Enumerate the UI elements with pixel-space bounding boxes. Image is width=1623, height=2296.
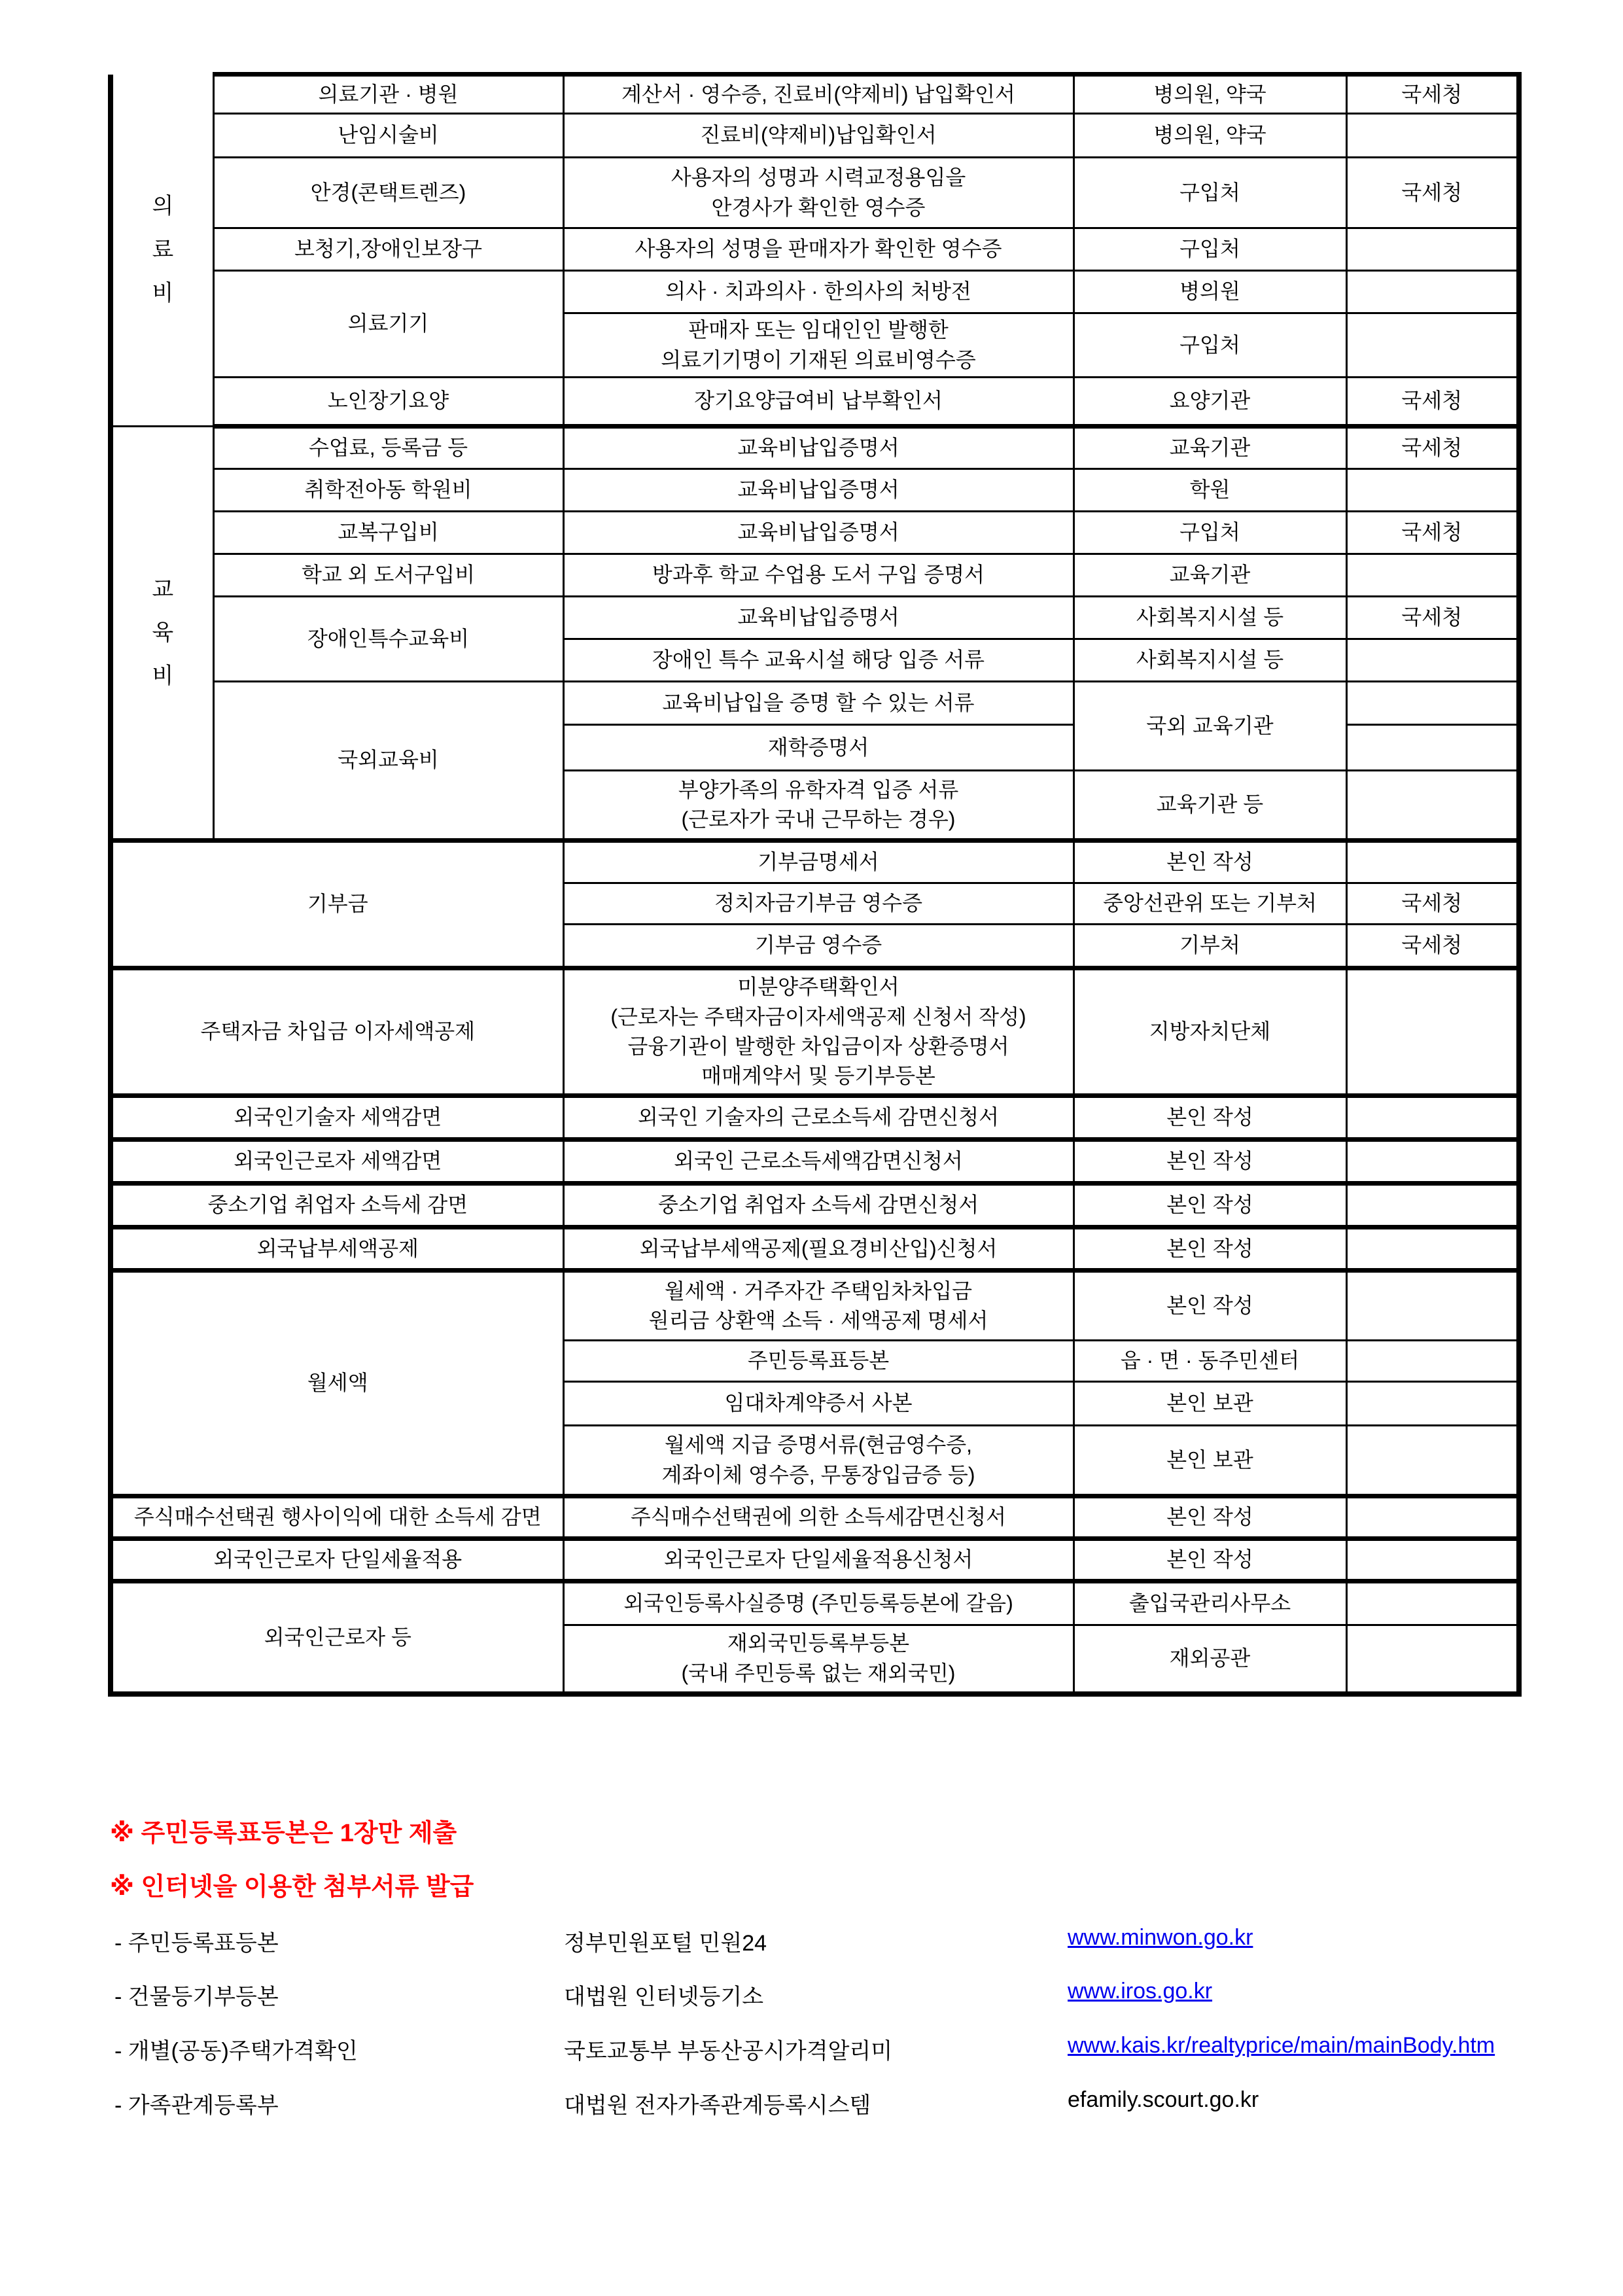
issuance-doc-label: - 건물등기부등본 <box>114 1985 279 2009</box>
issuance-source: 대법원 전자가족관계등록시스템 <box>564 2093 871 2118</box>
issuance-link[interactable]: www.minwon.go.kr <box>1068 1925 1253 1950</box>
issuance-doc-label: - 개별(공동)주택가격확인 <box>114 2039 358 2064</box>
issuer-cell: 본인 작성 <box>1073 841 1346 883</box>
issuer-cell: 요양기관 <box>1073 378 1346 427</box>
nts-cell <box>1346 469 1519 512</box>
nts-cell <box>1346 1625 1519 1694</box>
nts-cell <box>1346 1227 1519 1271</box>
document-cell: 재외국민등록부등본 (국내 주민등록 없는 재외국민) <box>563 1625 1073 1694</box>
issuance-doc-label: - 가족관계등록부 <box>114 2093 279 2118</box>
nts-cell <box>1346 968 1519 1096</box>
issuer-cell: 구입처 <box>1073 313 1346 378</box>
document-cell: 의사 · 치과의사 · 한의사의 처방전 <box>563 271 1073 313</box>
category-cell: 외국인기술자 세액감면 <box>111 1096 563 1140</box>
issuance-doc-label: - 주민등록표등본 <box>114 1931 279 1956</box>
document-cell: 장애인 특수 교육시설 해당 입증 서류 <box>563 639 1073 682</box>
issuer-cell: 읍 · 면 · 동주민센터 <box>1073 1341 1346 1382</box>
issuer-cell: 사회복지시설 등 <box>1073 639 1346 682</box>
issuer-cell: 본인 작성 <box>1073 1271 1346 1341</box>
nts-cell: 국세청 <box>1346 597 1519 639</box>
issuer-cell: 출입국관리사무소 <box>1073 1581 1346 1625</box>
nts-cell <box>1346 725 1519 771</box>
issuer-cell: 본인 작성 <box>1073 1539 1346 1581</box>
category-cell: 외국인근로자 세액감면 <box>111 1140 563 1184</box>
nts-cell <box>1346 1539 1519 1581</box>
document-cell: 주민등록표등본 <box>563 1341 1073 1382</box>
subcategory-cell: 의료기기 <box>213 271 563 378</box>
document-cell: 교육비납입증명서 <box>563 427 1073 469</box>
subcategory-cell: 난임시술비 <box>213 114 563 158</box>
nts-cell <box>1346 1140 1519 1184</box>
document-cell: 교육비납입증명서 <box>563 597 1073 639</box>
nts-cell <box>1346 1426 1519 1496</box>
nts-cell: 국세청 <box>1346 378 1519 427</box>
attachment-documents-table <box>108 72 1522 1697</box>
document-cell: 기부금 영수증 <box>563 925 1073 968</box>
issuer-cell: 본인 작성 <box>1073 1096 1346 1140</box>
nts-cell <box>1346 228 1519 271</box>
issuance-source: 국토교통부 부동산공시가격알리미 <box>564 2039 893 2064</box>
note-submit-one-copy: ※ 주민등록표등본은 1장만 제출 <box>110 1820 457 1847</box>
issuance-source: 정부민원포털 민원24 <box>564 1931 767 1956</box>
document-cell: 계산서 · 영수증, 진료비(약제비) 납입확인서 <box>563 75 1073 114</box>
issuer-cell: 본인 작성 <box>1073 1184 1346 1227</box>
subcategory-cell: 노인장기요양 <box>213 378 563 427</box>
issuer-cell: 본인 보관 <box>1073 1382 1346 1426</box>
nts-cell <box>1346 682 1519 725</box>
issuer-cell: 병의원, 약국 <box>1073 114 1346 158</box>
category-cell: 월세액 <box>111 1271 563 1496</box>
category-cell: 의 료 비 <box>111 75 213 427</box>
category-cell: 교 육 비 <box>111 427 213 841</box>
issuance-link[interactable]: www.iros.go.kr <box>1068 1979 1213 2004</box>
subcategory-cell: 수업료, 등록금 등 <box>213 427 563 469</box>
issuer-cell: 구입처 <box>1073 512 1346 554</box>
nts-cell <box>1346 841 1519 883</box>
issuance-row <box>0 2033 1623 2072</box>
issuer-cell: 지방자치단체 <box>1073 968 1346 1096</box>
subcategory-cell: 장애인특수교육비 <box>213 597 563 682</box>
nts-cell <box>1346 1341 1519 1382</box>
document-cell: 외국납부세액공제(필요경비산입)신청서 <box>563 1227 1073 1271</box>
issuer-cell: 교육기관 <box>1073 554 1346 597</box>
subcategory-cell: 의료기관 · 병원 <box>213 75 563 114</box>
document-cell: 교육비납입증명서 <box>563 512 1073 554</box>
document-cell: 진료비(약제비)납입확인서 <box>563 114 1073 158</box>
nts-cell: 국세청 <box>1346 883 1519 925</box>
document-cell: 미분양주택확인서 (근로자는 주택자금이자세액공제 신청서 작성) 금융기관이 발행한 차입금이자 상환증명서 매매계약서 및 등기부등본 <box>563 968 1073 1096</box>
issuer-cell: 병의원, 약국 <box>1073 75 1346 114</box>
document-cell: 외국인근로자 단일세율적용신청서 <box>563 1539 1073 1581</box>
nts-cell <box>1346 1496 1519 1539</box>
nts-cell: 국세청 <box>1346 75 1519 114</box>
issuer-cell: 기부처 <box>1073 925 1346 968</box>
document-cell: 교육비납입증명서 <box>563 469 1073 512</box>
subcategory-cell: 국외교육비 <box>213 682 563 841</box>
document-cell: 교육비납입을 증명 할 수 있는 서류 <box>563 682 1073 725</box>
category-cell: 주식매수선택권 행사이익에 대한 소득세 감면 <box>111 1496 563 1539</box>
nts-cell <box>1346 554 1519 597</box>
nts-cell <box>1346 1184 1519 1227</box>
document-cell: 외국인 기술자의 근로소득세 감면신청서 <box>563 1096 1073 1140</box>
nts-cell <box>1346 1271 1519 1341</box>
note-internet-issuance: ※ 인터넷을 이용한 첨부서류 발급 <box>110 1873 474 1901</box>
nts-cell: 국세청 <box>1346 158 1519 228</box>
issuer-cell: 구입처 <box>1073 158 1346 228</box>
issuer-cell: 재외공관 <box>1073 1625 1346 1694</box>
issuer-cell: 본인 작성 <box>1073 1496 1346 1539</box>
document-cell: 사용자의 성명을 판매자가 확인한 영수증 <box>563 228 1073 271</box>
subcategory-cell: 취학전아동 학원비 <box>213 469 563 512</box>
document-cell: 정치자금기부금 영수증 <box>563 883 1073 925</box>
issuer-cell: 중앙선관위 또는 기부처 <box>1073 883 1346 925</box>
document-cell: 외국인등록사실증명 (주민등록등본에 갈음) <box>563 1581 1073 1625</box>
issuer-cell: 병의원 <box>1073 271 1346 313</box>
issuer-cell: 구입처 <box>1073 228 1346 271</box>
document-cell: 월세액 · 거주자간 주택임차차입금 원리금 상환액 소득 · 세액공제 명세서 <box>563 1271 1073 1341</box>
subcategory-cell: 안경(콘택트렌즈) <box>213 158 563 228</box>
issuance-row <box>0 1979 1623 2018</box>
category-cell: 중소기업 취업자 소득세 감면 <box>111 1184 563 1227</box>
subcategory-cell: 보청기,장애인보장구 <box>213 228 563 271</box>
category-cell: 주택자금 차입금 이자세액공제 <box>111 968 563 1096</box>
subcategory-cell: 교복구입비 <box>213 512 563 554</box>
document-cell: 월세액 지급 증명서류(현금영수증, 계좌이체 영수증, 무통장입금증 등) <box>563 1426 1073 1496</box>
nts-cell <box>1346 1382 1519 1426</box>
document-cell: 재학증명서 <box>563 725 1073 771</box>
nts-cell <box>1346 114 1519 158</box>
document-cell: 방과후 학교 수업용 도서 구입 증명서 <box>563 554 1073 597</box>
subcategory-cell: 학교 외 도서구입비 <box>213 554 563 597</box>
nts-cell <box>1346 1581 1519 1625</box>
category-cell: 기부금 <box>111 841 563 968</box>
nts-cell <box>1346 771 1519 841</box>
nts-cell: 국세청 <box>1346 427 1519 469</box>
nts-cell: 국세청 <box>1346 512 1519 554</box>
nts-cell: 국세청 <box>1346 925 1519 968</box>
issuer-cell: 교육기관 등 <box>1073 771 1346 841</box>
nts-cell <box>1346 313 1519 378</box>
issuer-cell: 본인 작성 <box>1073 1140 1346 1184</box>
issuance-source: 대법원 인터넷등기소 <box>564 1985 764 2009</box>
nts-cell <box>1346 639 1519 682</box>
category-cell: 외국인근로자 단일세율적용 <box>111 1539 563 1581</box>
category-cell: 외국인근로자 등 <box>111 1581 563 1694</box>
nts-cell <box>1346 1096 1519 1140</box>
issuance-link-plain: efamily.scourt.go.kr <box>1068 2087 1259 2112</box>
issuance-row <box>0 1925 1623 1964</box>
document-cell: 주식매수선택권에 의한 소득세감면신청서 <box>563 1496 1073 1539</box>
document-cell: 사용자의 성명과 시력교정용임을 안경사가 확인한 영수증 <box>563 158 1073 228</box>
document-cell: 중소기업 취업자 소득세 감면신청서 <box>563 1184 1073 1227</box>
issuer-cell: 사회복지시설 등 <box>1073 597 1346 639</box>
issuer-cell: 본인 보관 <box>1073 1426 1346 1496</box>
document-cell: 장기요양급여비 납부확인서 <box>563 378 1073 427</box>
document-cell: 판매자 또는 임대인인 발행한 의료기기명이 기재된 의료비영수증 <box>563 313 1073 378</box>
issuer-cell: 교육기관 <box>1073 427 1346 469</box>
issuer-cell: 학원 <box>1073 469 1346 512</box>
issuer-cell: 국외 교육기관 <box>1073 682 1346 771</box>
document-cell: 부양가족의 유학자격 입증 서류 (근로자가 국내 근무하는 경우) <box>563 771 1073 841</box>
document-cell: 임대차계약증서 사본 <box>563 1382 1073 1426</box>
nts-cell <box>1346 271 1519 313</box>
issuer-cell: 본인 작성 <box>1073 1227 1346 1271</box>
category-cell: 외국납부세액공제 <box>111 1227 563 1271</box>
document-cell: 기부금명세서 <box>563 841 1073 883</box>
issuance-link[interactable]: www.kais.kr/realtyprice/main/mainBody.htm <box>1068 2033 1495 2058</box>
issuance-row <box>0 2087 1623 2127</box>
document-cell: 외국인 근로소득세액감면신청서 <box>563 1140 1073 1184</box>
